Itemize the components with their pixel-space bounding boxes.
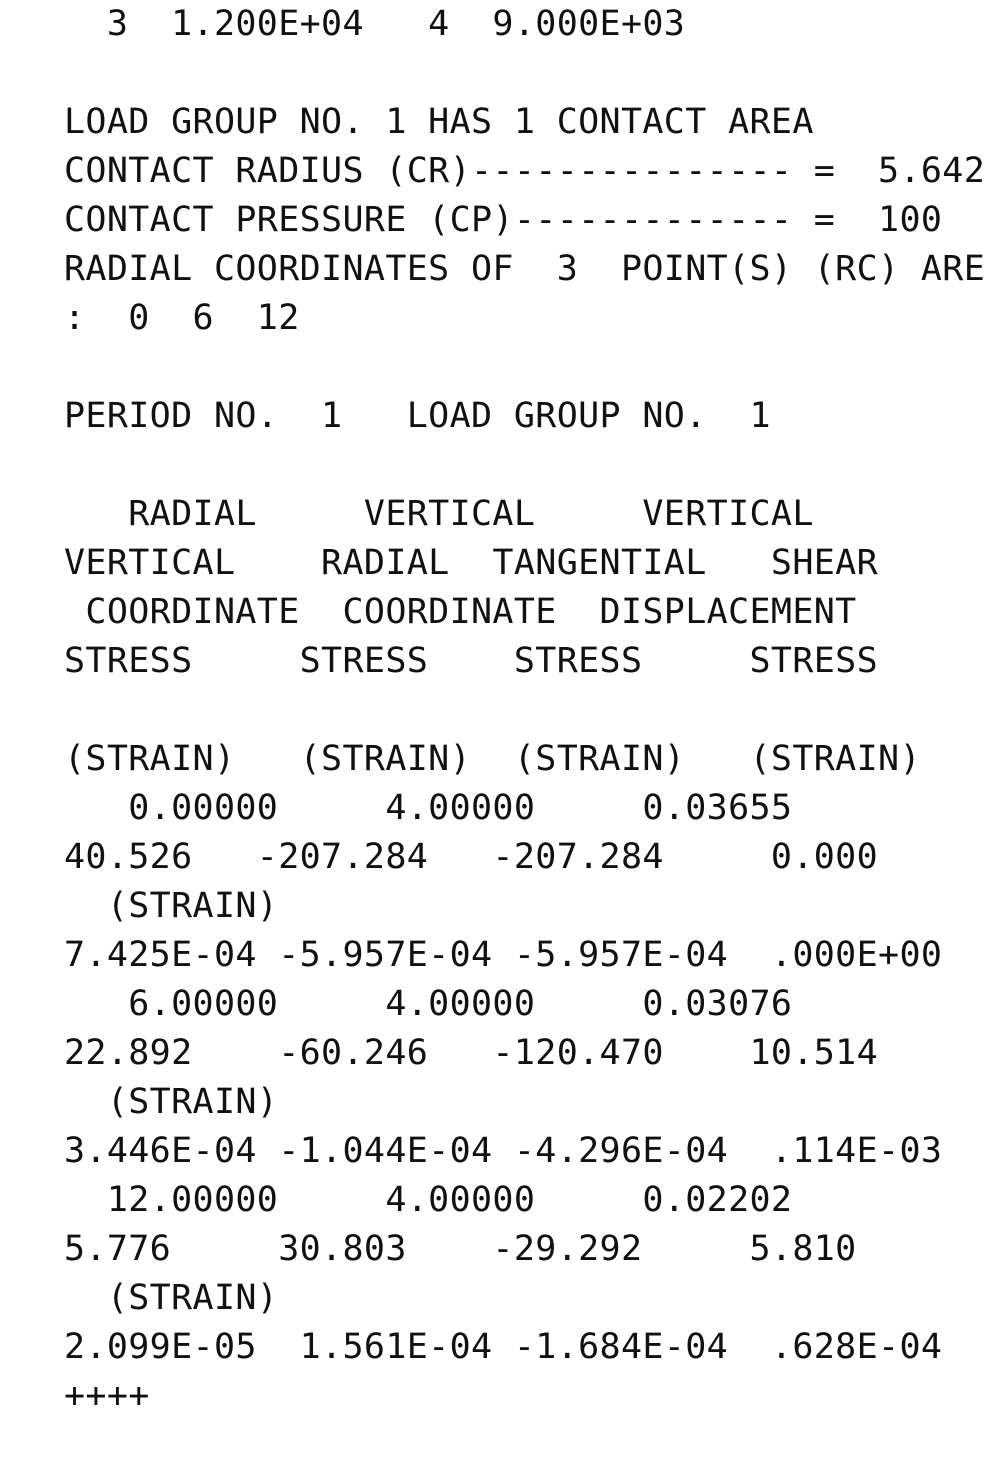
table-header-row-1: RADIAL VERTICAL VERTICAL — [64, 494, 814, 534]
table-row-coordinates: 6.00000 4.00000 0.03076 — [64, 984, 793, 1024]
table-header-row-4: STRESS STRESS STRESS STRESS — [64, 641, 879, 681]
table-row-stress: 5.776 30.803 -29.292 5.810 — [64, 1229, 857, 1269]
table-header-row-3: COORDINATE COORDINATE DISPLACEMENT — [64, 592, 857, 632]
table-row-strain-label: (STRAIN) — [64, 1278, 279, 1318]
table-row-strain-label: (STRAIN) — [64, 886, 279, 926]
table-row-stress: 40.526 -207.284 -207.284 0.000 — [64, 837, 879, 877]
load-group-contact-area: LOAD GROUP NO. 1 HAS 1 CONTACT AREA — [64, 102, 814, 142]
contact-radius: CONTACT RADIUS (CR)--------------- = 5.642 — [64, 151, 986, 191]
program-output — [64, 0, 985, 1421]
end-marker: ++++ — [64, 1376, 150, 1416]
table-header-row-2: VERTICAL RADIAL TANGENTIAL SHEAR — [64, 543, 879, 583]
output-line-element-modulus: 3 1.200E+04 4 9.000E+03 — [64, 4, 686, 44]
table-row-coordinates: 0.00000 4.00000 0.03655 — [64, 788, 793, 828]
table-row-strain: 2.099E-05 1.561E-04 -1.684E-04 .628E-04 — [64, 1327, 943, 1367]
table-row-strain-label: (STRAIN) — [64, 1082, 279, 1122]
blank-line — [64, 49, 985, 98]
blank-line — [64, 441, 985, 490]
table-row-strain: 7.425E-04 -5.957E-04 -5.957E-04 .000E+00 — [64, 935, 943, 975]
table-row-coordinates: 12.00000 4.00000 0.02202 — [64, 1180, 793, 1220]
table-row-stress: 22.892 -60.246 -120.470 10.514 — [64, 1033, 879, 1073]
blank-line — [64, 686, 985, 735]
period-load-group: PERIOD NO. 1 LOAD GROUP NO. 1 — [64, 396, 771, 436]
radial-coordinates-header: RADIAL COORDINATES OF 3 POINT(S) (RC) ARE — [64, 249, 986, 289]
table-row-strain: 3.446E-04 -1.044E-04 -4.296E-04 .114E-03 — [64, 1131, 943, 1171]
radial-coordinates-values: : 0 6 12 — [64, 298, 300, 338]
blank-line — [64, 343, 985, 392]
table-header-strain: (STRAIN) (STRAIN) (STRAIN) (STRAIN) — [64, 739, 921, 779]
contact-pressure: CONTACT PRESSURE (CP)------------- = 100 — [64, 200, 943, 240]
